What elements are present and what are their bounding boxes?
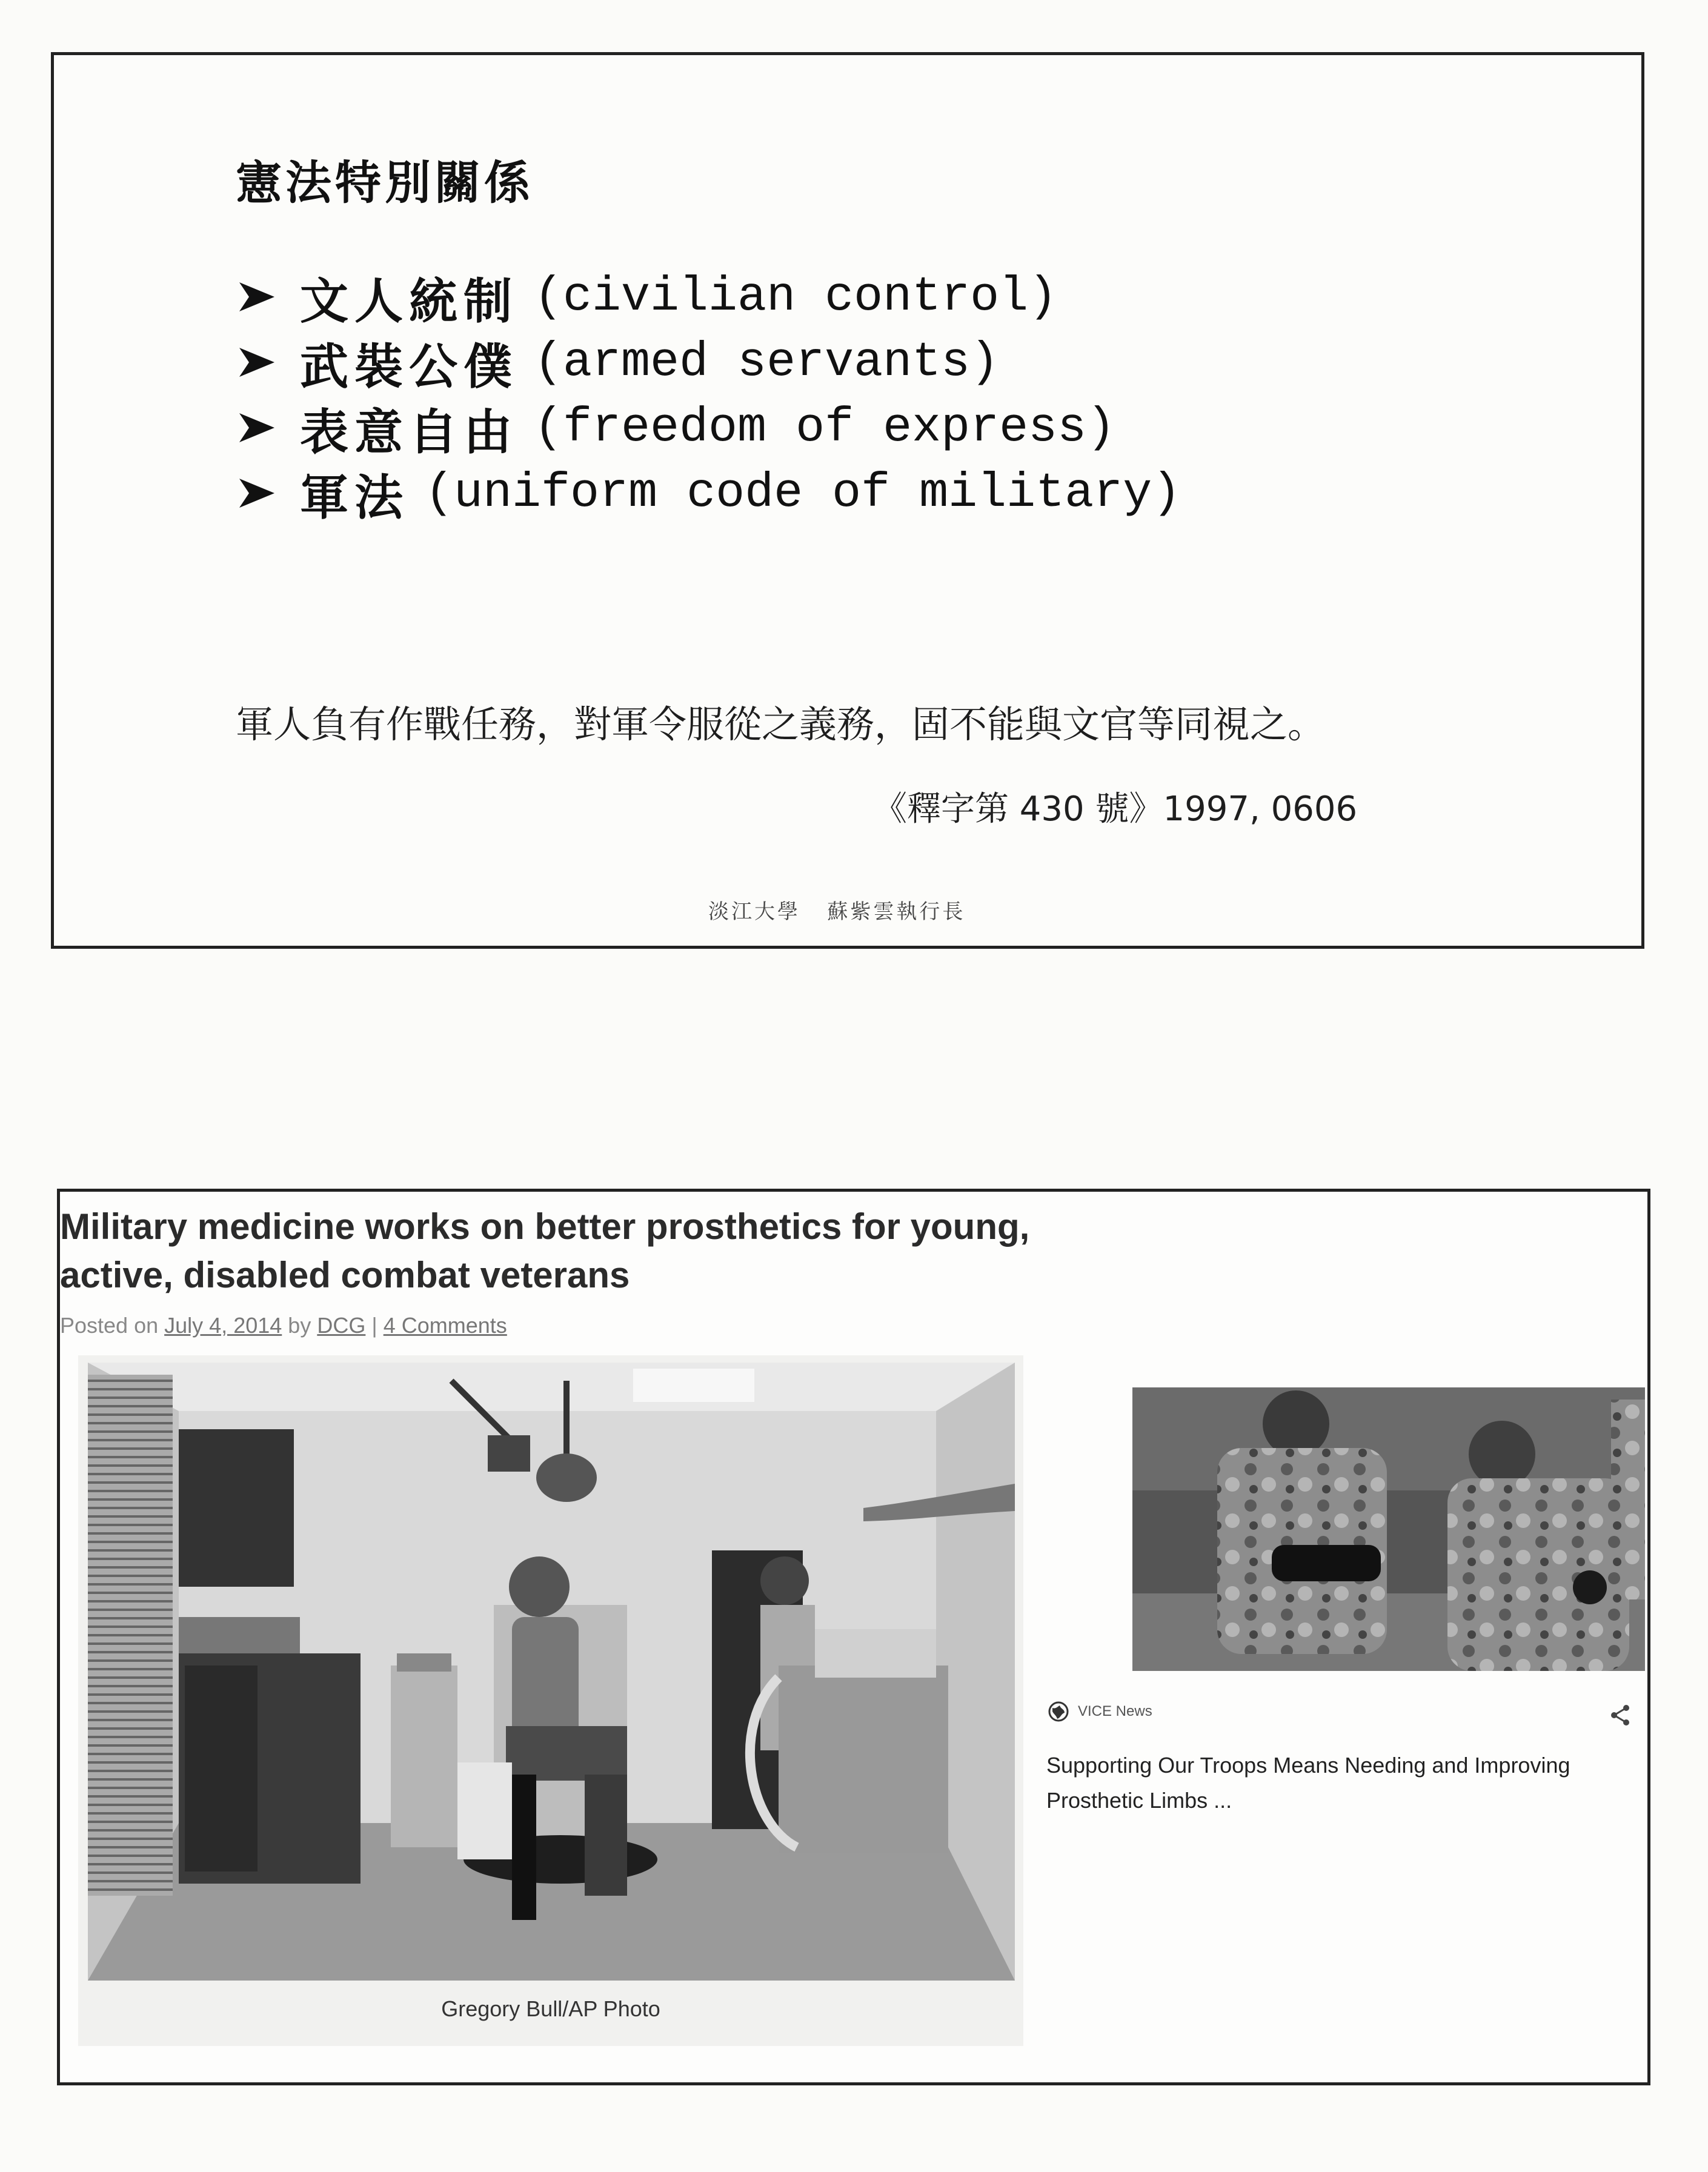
lecture-slide (51, 52, 1644, 949)
bullet-english: (civilian control) (534, 269, 1058, 325)
bullet-item (236, 460, 1181, 526)
bullet-chinese: 軍法 (300, 468, 409, 526)
bullet-english: (uniform code of military) (425, 465, 1181, 521)
posted-on-label: Posted on (60, 1313, 159, 1338)
post-date-link[interactable]: July 4, 2014 (164, 1313, 282, 1338)
bullet-chinese: 武裝公僕 (300, 337, 518, 395)
slide-title: 憲法特別關係 (236, 156, 534, 210)
bullet-item (236, 330, 1181, 395)
article-title[interactable]: Military medicine works on better prosthetics for young, active, disabled combat veterans (60, 1206, 1030, 1295)
article-meta (60, 1313, 507, 1338)
article-screenshot (57, 1189, 1650, 2085)
author-link[interactable]: DCG (317, 1313, 366, 1338)
photo-caption: Gregory Bull/AP Photo (441, 1996, 660, 2021)
slide-quote: 軍人負有作戰任務，對軍令服從之義務，固不能與文官等同視之。 (236, 702, 1326, 746)
main-photo-frame (78, 1355, 1023, 2046)
by-label: by (288, 1313, 311, 1338)
slide-citation: 《釋字第 430 號》1997, 0606 (873, 789, 1358, 829)
bullet-item (236, 264, 1181, 330)
arrow-bullet-icon (236, 279, 278, 315)
share-icon[interactable] (1608, 1703, 1632, 1727)
bullet-list (236, 264, 1181, 526)
globe-icon (1048, 1701, 1069, 1722)
slide-footer: 淡江大學 蘇紫雲執行長 (708, 900, 966, 924)
related-headline-link[interactable]: Supporting Our Troops Means Needing and Improving Prosthetic Limbs ... (1046, 1753, 1570, 1813)
source-name: VICE News (1078, 1703, 1152, 1719)
meta-separator: | (371, 1313, 377, 1338)
arrow-bullet-icon (236, 475, 278, 511)
bullet-item (236, 395, 1181, 460)
related-source[interactable] (1048, 1701, 1152, 1722)
arrow-bullet-icon (236, 410, 278, 446)
related-photo[interactable] (1132, 1387, 1645, 1671)
arrow-bullet-icon (236, 344, 278, 380)
main-photo[interactable] (88, 1363, 1015, 1981)
bullet-chinese: 文人統制 (300, 272, 518, 330)
comments-link[interactable]: 4 Comments (383, 1313, 507, 1338)
bullet-english: (armed servants) (534, 334, 1000, 390)
bullet-chinese: 表意自由 (300, 403, 518, 460)
bullet-english: (freedom of express) (534, 400, 1116, 456)
